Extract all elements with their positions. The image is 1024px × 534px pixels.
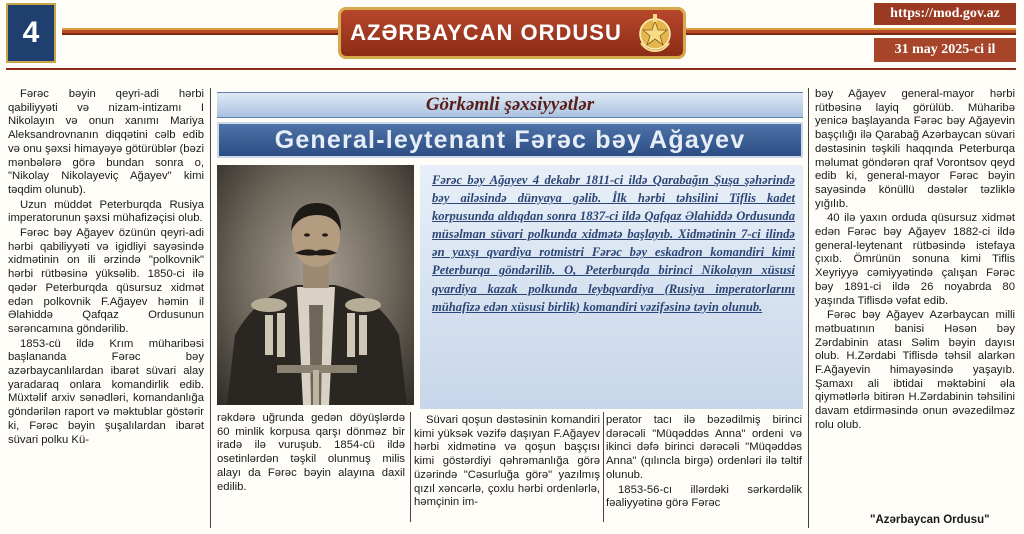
paragraph: bəy Ağayev general-mayor hərbi rütbəsinə layiq görülüb. Müharibə yenicə başlayanda Fərəc bəy Ağayevin başçılığı ilə Qarabağ Azərbaycan süvari dəstəsinin təşkili haqqında Peterburqa məlumat göndərən qraf Vorontsov qeyd edib ki, general-mayor Fərəc bəyin sayəsində könüllü dəstələr təzliklə yığılıb. <box>815 88 1015 210</box>
paragraph: 1853-56-cı illərdəki sərkərdəlik fəaliyyətinə görə Fərəc <box>606 483 802 510</box>
masthead <box>338 7 686 59</box>
paragraph: Süvari qoşun dəstəsinin komandiri kimi yüksək vəzifə daşıyan F.Ağayev hərbi xidmətinə və qoşun başçısı kimi göstərdiyi qəhrəmanlığa görə üzərində "Cəsurluğa görə" yazılmış qızıl xəncərlə, çoxlu hərbi ordenlərlə, həmçinin im- <box>414 414 600 509</box>
source-signature: "Azərbaycan Ordusu" <box>870 514 990 526</box>
issue-date: 31 may 2025-ci il <box>874 38 1016 62</box>
page-number: 4 <box>6 3 56 63</box>
paragraph: perator tacı ilə bəzədilmiş birinci dərəcəli "Müqəddəs Anna" ordeni və ikinci dəfə birinci dərəcəli "Müqəddəs Anna" (qılıncla birgə) ordenləri ilə təltif olunub. <box>606 414 802 481</box>
paragraph: Fərəc bəy Ağayev Azərbaycan milli mətbuatının banisi Həsən bəy Zərdabinin atası Səlim bəyin dayısı olub. H.Zərdabi Tiflisdə təhsil alarkən F.Ağayevin himayəsində yaşayıb. Şamaxı ali ibtidai məktəbini əla qiymətlərlə bitirən H.Zərdabinin təhsilini davam etdirməsində onun əvəzedilməz rolu olub. <box>815 309 1015 431</box>
masthead-title: AZƏRBAYCAN ORDUSU <box>350 20 622 45</box>
article-title: General-leytenant Fərəc bəy Ağayev <box>217 122 803 158</box>
article-column-2 <box>217 412 405 495</box>
lead-text: Fərəc bəy Ağayev 4 dekabr 1811-ci ildə Qarabağın Şuşa şəhərində bəy ailəsində dünyaya gəlib. İlk hərbi təhsilini Tiflis kadet korpusunda aldıqdan sonra 1837-ci ildə Qafqaz Əlahiddə Ordusunda müsəlman süvari polkunda xidmətə başlayıb. Xidmətinin 7-ci ilində ən yaxşı qvardiya rotmistri Fərəc bəy eskadron komandiri kimi Peterburqa göndərilib. O, Peterburqda birinci Nikolayın xüsusi qvardiya kazak polkunda leybqvardiya (Rusiya imperatorlarını mühafizə edən xüsusi birlik) komandiri vəzifəsinə təyin olunub. <box>432 173 795 314</box>
column-divider <box>808 88 809 528</box>
army-emblem-icon <box>636 13 674 53</box>
portrait-photo <box>217 165 414 405</box>
column-divider <box>210 88 211 528</box>
paragraph: 1853-cü ildə Krım müharibəsi başlananda Fərəc bəy azərbaycanlılardan ibarət süvari alay yaradaraq onlara komandirlik edib. Müxtəlif arxiv sənədləri, komandanlığa göndərilən raport və məktublar göstərir ki, Fərəc bəyin şuşalılardan ibarət süvari polku Kü- <box>8 337 204 446</box>
section-kicker: Görkəmli şəxsiyyətlər <box>217 92 803 118</box>
article-column-3 <box>414 414 600 511</box>
column-divider <box>603 412 604 522</box>
article-column-4 <box>606 414 802 512</box>
header-bottom-rule <box>6 68 1016 70</box>
paragraph: Fərəc bəy Ağayev özünün qeyri-adi hərbi qabiliyyəti və igidliyi sayəsində xidmətinin on ili ərzində "polkovnik" hərbi rütbəsinə yüksəlib. 1850-ci ilə qədər Peterburqda qüsursuz xidmət edən polkovnik F.Ağayev həmin il Əlahiddə Qafqaz Ordusunun sərəncamına göndərilib. <box>8 227 204 335</box>
paragraph: Fərəc bəyin qeyri-adi hərbi qabiliyyəti və nizam-intizamı I Nikolayın və onun xanımı Mariya Aleksandrovnanın diqqətini cəlb edib və onu şəxsi himayəyə götürüblər (bəzi mənbələrə görə bundan sonra o, "Nikolay Nikolayeviç Ağayev" kimi təqdim olunub). <box>8 88 204 196</box>
column-divider <box>410 412 411 522</box>
paragraph: 40 ilə yaxın orduda qüsursuz xidmət edən Fərəc bəy Ağayev 1882-ci ildə general-leytenant rütbəsində istefaya çıxıb. Ömrünün sonuna kimi Tiflis Xeyriyyə cəmiyyətində çalışan Fərəc bəy 1891-ci ildə 26 noyabrda 80 yaşında Tiflisdə vəfat edib. <box>815 212 1015 307</box>
paragraph: Uzun müddət Peterburqda Rusiya imperatorunun şəxsi mühafizəçisi olub. <box>8 198 204 225</box>
site-url[interactable]: https://mod.gov.az <box>874 3 1016 25</box>
article-column-1 <box>8 88 204 448</box>
paragraph: rəkdərə uğrunda gedən döyüşlərdə 60 minlik korpusa qarşı dönməz bir iradə ilə vuruşub. 1854-cü ildə osetinlərdən təşkil olunmuş milis alayı da Fərəc bəyin alayına daxil edilib. <box>217 412 405 493</box>
article-column-5 <box>815 88 1015 434</box>
lead-paragraph <box>420 165 803 409</box>
